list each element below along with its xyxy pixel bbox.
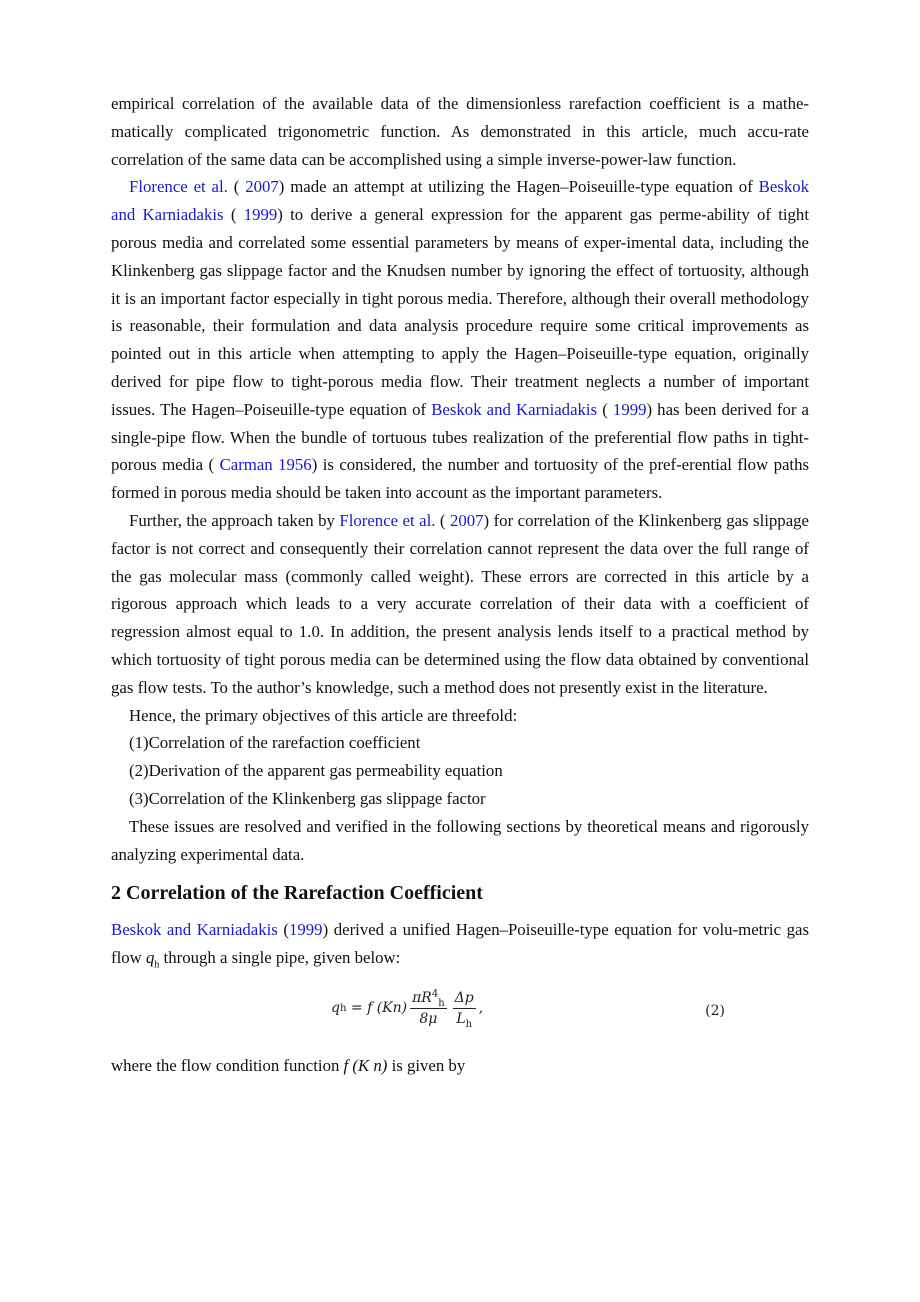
eq-tail: ,	[478, 1000, 484, 1016]
citation-link[interactable]: Florence et al.	[339, 510, 436, 530]
citation-year-link[interactable]: 2007	[449, 510, 484, 530]
equation-block	[111, 974, 809, 1044]
citation-link[interactable]: Beskok and Karniadakis	[111, 177, 809, 225]
document-page	[111, 90, 809, 1080]
citation-year-link[interactable]: 1999	[243, 205, 278, 225]
eq-denominator-2: L	[456, 1011, 466, 1028]
paragraph-florence: Florence et al. ( 2007) made an attempt at utilizing the Hagen–Poiseuille-type equation of Beskok and Karniadakis ( 1999) to derive a general expression for the apparent gas perme-ability of tight porous media and correlated some essential parameters by means of exper-imental data, including the Klinkenberg gas slippage factor and the Knudsen number by ignoring the effect of tortuosity, although it is an important factor especially in tight porous media. Therefore, although their overall methodology is reasonable, their formulation and data analysis procedure require some critical improvements as pointed out in this article when attempting to apply the Hagen–Poiseuille-type equation, originally derived for pipe flow to tight-porous media flow. Their treatment neglects a number of important issues. The Hagen–Poiseuille-type equation of Beskok and Karniadakis ( 1999) has been derived for a single-pipe flow. When the bundle of tortuous tubes realization of the preferential flow paths in tight-porous media ( Carman 1956) is considered, the number and tortuosity of the pref-erential flow paths formed in porous media should be taken into account as the important parameters.	[111, 177, 810, 503]
eq-numerator-1: πR	[412, 990, 432, 1007]
paragraph-objectives: Hence, the primary objectives of this article are threefold:	[129, 705, 518, 725]
variable-q: q	[145, 948, 155, 968]
eq-numerator-2: Δp	[453, 989, 476, 1009]
citation-link[interactable]: Carman 1956	[219, 455, 312, 475]
citation-year-link[interactable]: 1999	[612, 399, 647, 419]
paragraph-beskok: Beskok and Karniadakis (1999) derived a unified Hagen–Poiseuille-type equation for volu-metric gas flow $q_h$ through a single pipe, given below:	[111, 920, 809, 971]
citation-year-link[interactable]: 2007	[245, 177, 279, 197]
citation-link[interactable]: Florence et al.	[129, 177, 228, 197]
citation-year-link[interactable]: 1999	[289, 920, 323, 940]
eq-lhs: q	[331, 1000, 340, 1016]
function-name: f (K n)	[343, 1055, 388, 1075]
eq-fraction-1	[410, 989, 447, 1028]
variable-subscript: h	[154, 959, 160, 971]
paragraph-flow-function: where the flow condition function f (K n) is given by	[111, 1055, 466, 1075]
eq-fraction-2	[453, 989, 476, 1031]
eq-denominator-sub: h	[465, 1019, 473, 1031]
section-heading: 2 Correlation of the Rarefaction Coefficient	[111, 882, 483, 905]
equation-formula: q h = f (Kn) $\frac{\pi R^4_h}{8\mu}$ $\frac{\Delta p}{L_h}$ ,	[331, 988, 484, 1031]
eq-equals: =	[346, 1000, 368, 1016]
eq-numerator-sub: h	[438, 998, 445, 1010]
equation-number: (2)	[705, 1002, 725, 1019]
list-item: (2)Derivation of the apparent gas permeability equation	[129, 761, 503, 781]
citation-link[interactable]: Beskok and Karniadakis	[111, 920, 278, 940]
paragraph-approach: Further, the approach taken by Florence et al. ( 2007) for correlation of the Klinkenberg gas slippage factor is not correct and consequently their correlation cannot represent the data over the full range of the gas molecular mass (commonly called weight). These errors are corrected in this article by a rigorous approach which leads to a very accurate correlation of their data with a coefficient of regression almost equal to 1.0. In addition, the present analysis lends itself to a practical method by which tortuosity of tight porous media can be determined using the flow data obtained by conventional gas flow tests. To the author’s knowledge, such a method does not presently exist in the literature.	[111, 510, 809, 697]
eq-numerator-sup: 4	[431, 988, 439, 1000]
list-item: (1)Correlation of the rarefaction coefficient	[129, 733, 421, 753]
eq-function: f (Kn)	[367, 1000, 408, 1016]
eq-denominator-1: 8μ	[419, 1011, 438, 1028]
paragraph-resolved: These issues are resolved and verified in the following sections by theoretical means and rigorously analyzing experimental data.	[111, 816, 809, 864]
list-item: (3)Correlation of the Klinkenberg gas slippage factor	[129, 788, 486, 808]
paragraph-intro: empirical correlation of the available data of the dimensionless rarefaction coefficient is a mathe-matically complicated trigonometric function. As demonstrated in this article, much accu-rate correlation of the same data can be accomplished using a simple inverse-power-law function.	[111, 94, 809, 169]
citation-link[interactable]: Beskok and Karniadakis	[431, 399, 598, 419]
